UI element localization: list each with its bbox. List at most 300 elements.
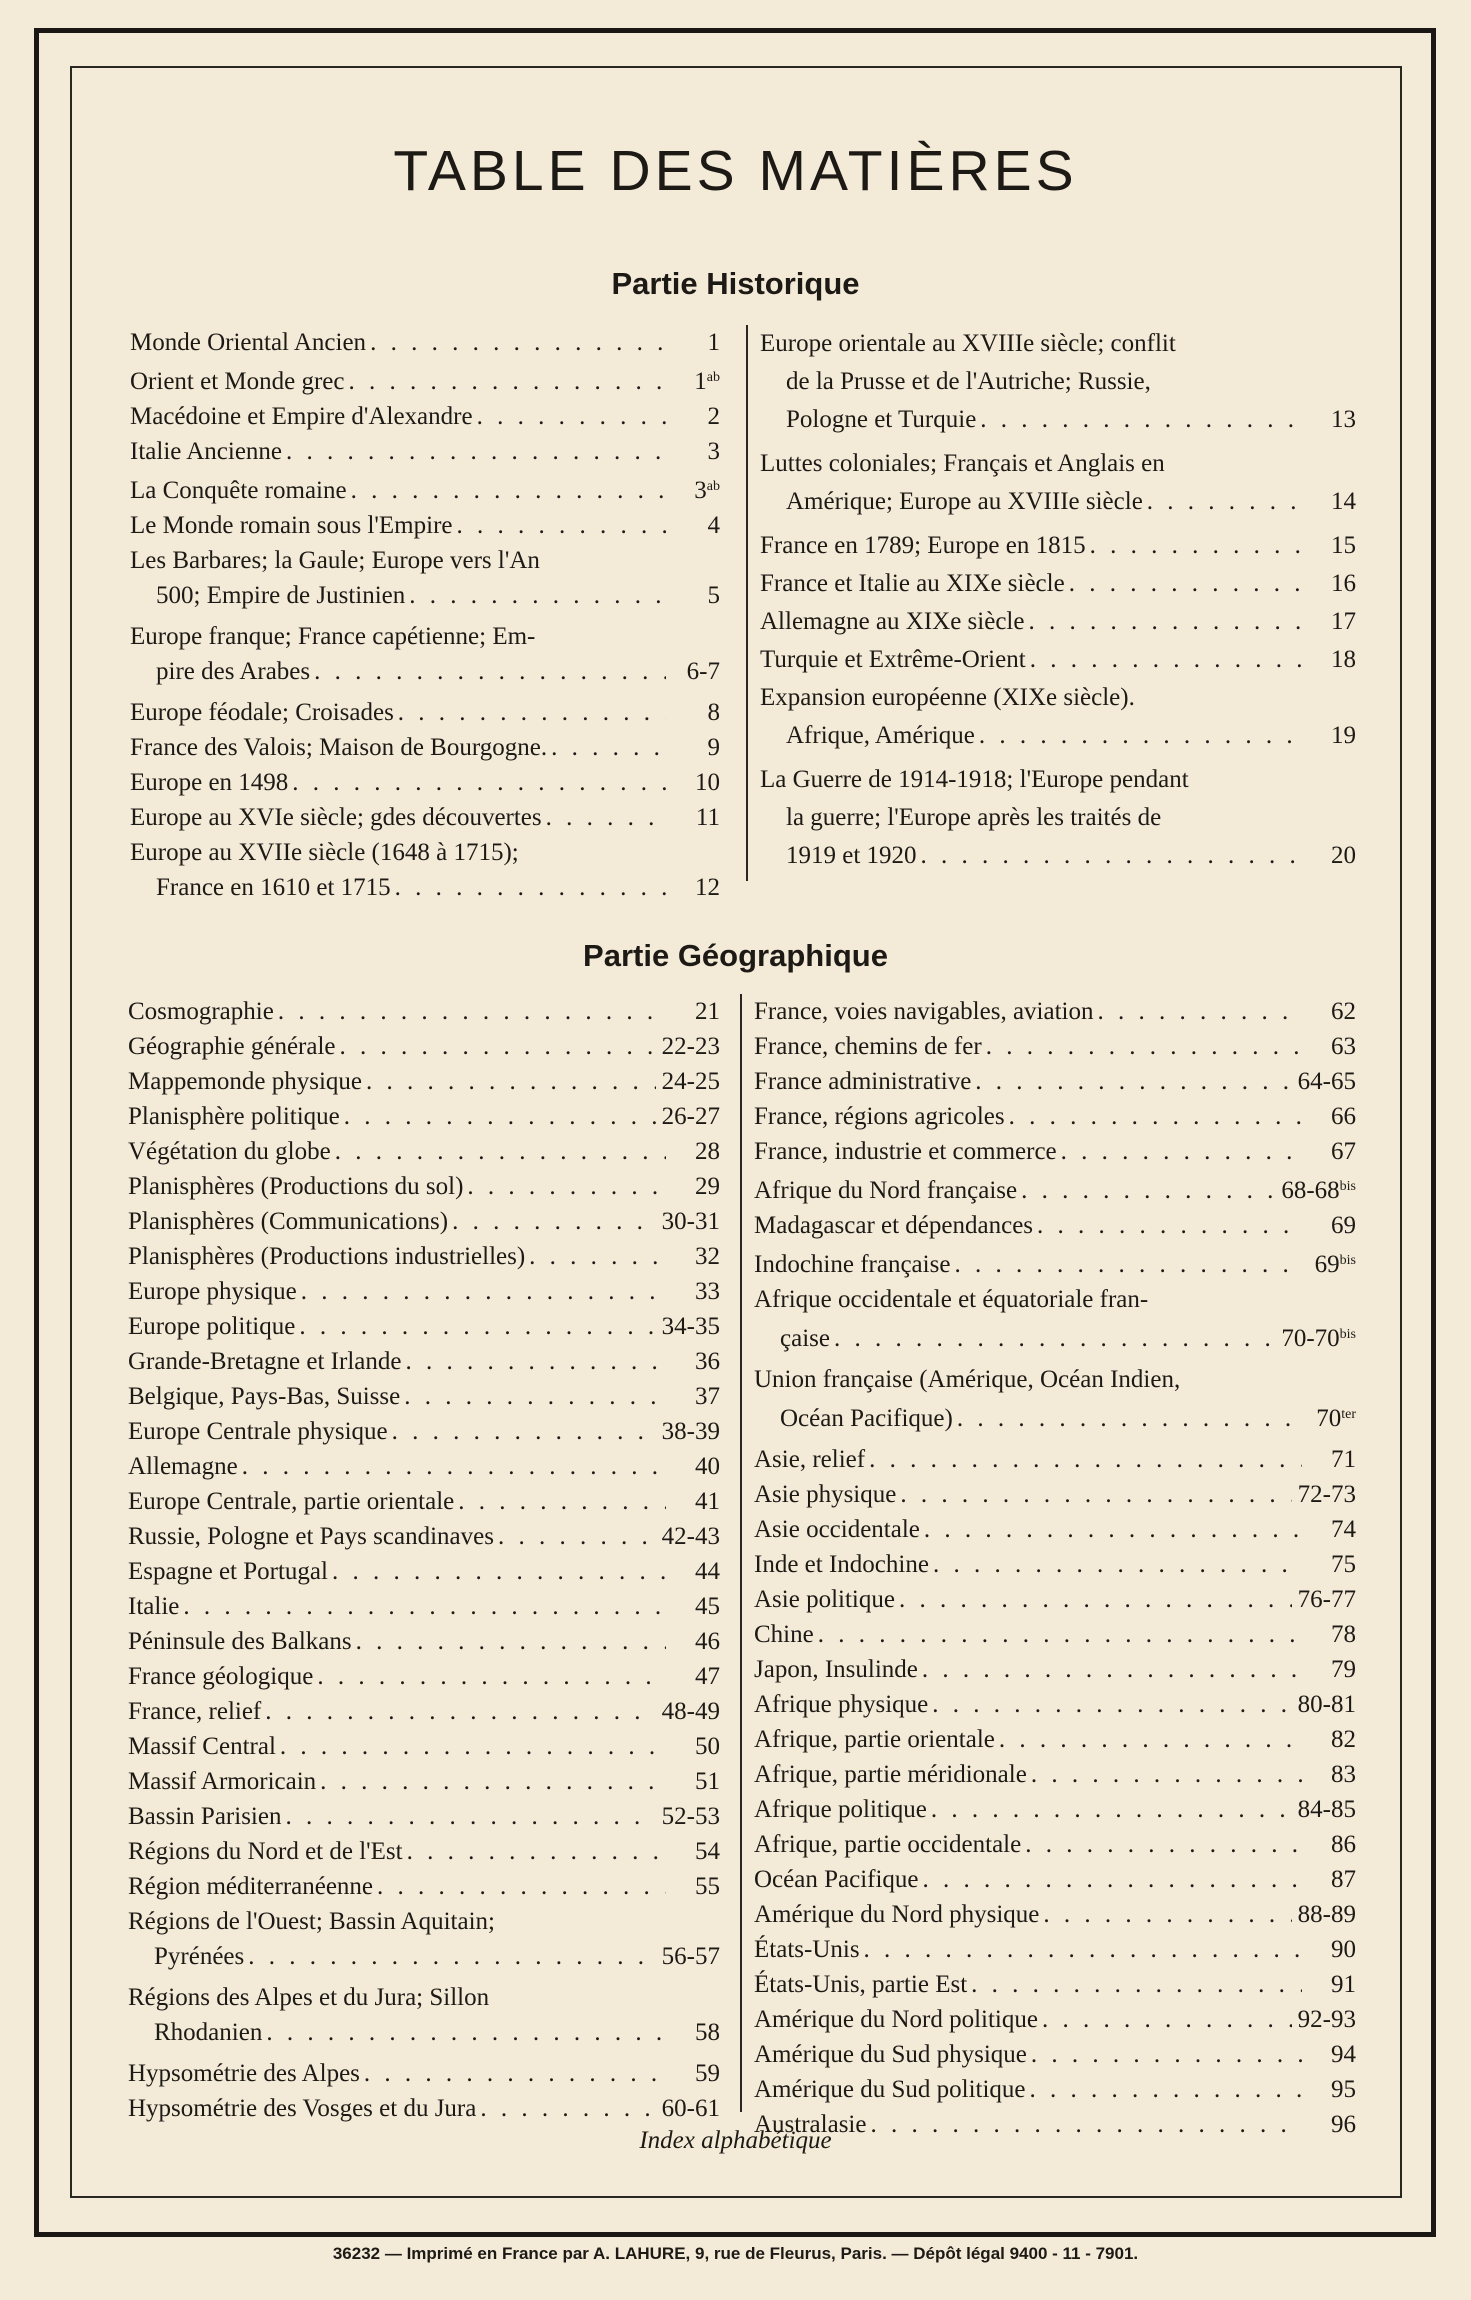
- dot-leader: [999, 1722, 1302, 1757]
- toc-entry-label: Massif Armoricain: [128, 1768, 317, 1795]
- page-number: 37: [695, 1383, 720, 1410]
- page-number: 83: [1331, 1761, 1356, 1788]
- dot-leader: [248, 1939, 655, 1974]
- page-number: 67: [1331, 1138, 1356, 1165]
- toc-entry-label: Rhodanien: [154, 2019, 263, 2046]
- toc-entry-page: [1308, 1208, 1356, 1243]
- toc-entry: [754, 994, 1356, 1029]
- toc-entry: [754, 1512, 1356, 1547]
- toc-entry: [128, 1869, 720, 1904]
- toc-entry-page: [1308, 1757, 1356, 1792]
- dot-leader: [332, 1554, 666, 1589]
- toc-entry: [760, 641, 1356, 679]
- toc-entry-page: [1298, 1687, 1356, 1722]
- dot-leader: [286, 434, 666, 469]
- toc-entry-label: pire des Arabes: [156, 658, 311, 685]
- toc-entry-label: Europe Centrale, partie orientale: [128, 1488, 455, 1515]
- dot-leader: [932, 1687, 1291, 1722]
- toc-entry-page: [662, 1799, 720, 1834]
- dot-leader: [366, 1064, 656, 1099]
- dot-leader: [1028, 603, 1302, 641]
- dot-leader: [398, 695, 666, 730]
- page-number: 60-61: [661, 2095, 720, 2122]
- dot-leader: [278, 994, 666, 1029]
- toc-entry-label: Inde et Indochine: [754, 1551, 929, 1578]
- page-number: 48-49: [661, 1698, 720, 1725]
- page-number: 9: [707, 734, 720, 761]
- toc-entry-label: France, voies navigables, aviation: [754, 998, 1094, 1025]
- page-number: 17: [1331, 608, 1356, 635]
- page-number: 33: [695, 1278, 720, 1305]
- toc-entry: [128, 1204, 720, 1239]
- toc-entry-page: [662, 1414, 720, 1449]
- dot-leader: [818, 1617, 1302, 1652]
- toc-entry-label: Grande-Bretagne et Irlande: [128, 1348, 402, 1375]
- toc-entry-label: Europe féodale; Croisades: [130, 699, 394, 726]
- toc-entry-label: Europe Centrale physique: [128, 1418, 388, 1445]
- toc-entry-line1: Union française (Amérique, Océan Indien,: [754, 1366, 1181, 1393]
- toc-entry-page: [662, 1064, 720, 1099]
- dot-leader: [1147, 483, 1302, 521]
- toc-entry: [128, 1029, 720, 1064]
- page-number: 64-65: [1297, 1068, 1356, 1095]
- geographique-right-column: [754, 994, 1356, 2142]
- dot-leader: [975, 1064, 1291, 1099]
- dot-leader: [183, 1589, 666, 1624]
- toc-entry: [760, 761, 1356, 875]
- dot-leader: [1042, 2002, 1292, 2037]
- page-number: 36: [695, 1348, 720, 1375]
- dot-leader: [864, 1932, 1302, 1967]
- column-divider: [746, 325, 748, 881]
- page-number-suffix: ab: [706, 479, 720, 494]
- toc-entry-label: Europe au XVIe siècle; gdes découvertes: [130, 804, 542, 831]
- dot-leader: [457, 508, 667, 543]
- toc-entry: [754, 1617, 1356, 1652]
- dot-leader: [349, 364, 666, 399]
- toc-entry-label: France administrative: [754, 1068, 972, 1095]
- dot-leader: [370, 325, 666, 360]
- toc-entry: [754, 1208, 1356, 1243]
- toc-entry: [130, 469, 720, 508]
- page-number: 51: [695, 1768, 720, 1795]
- toc-entry-page: [672, 654, 720, 689]
- toc-entry-page: [672, 399, 720, 434]
- page-number: 45: [695, 1593, 720, 1620]
- toc-entry-label: Europe en 1498: [130, 769, 289, 796]
- dot-leader: [467, 1169, 666, 1204]
- toc-entry-label: 1919 et 1920: [786, 842, 917, 869]
- toc-entry: [754, 1134, 1356, 1169]
- page-number: 94: [1331, 2041, 1356, 2068]
- toc-entry-label: Amérique; Europe au XVIIIe siècle: [786, 488, 1143, 515]
- toc-entry-label: Afrique, partie méridionale: [754, 1761, 1027, 1788]
- toc-entry-page: [672, 1239, 720, 1274]
- page-number: 11: [695, 804, 720, 831]
- page-number: 40: [695, 1453, 720, 1480]
- toc-entry-label: Europe politique: [128, 1313, 296, 1340]
- dot-leader: [409, 578, 666, 613]
- dot-leader: [899, 1582, 1292, 1617]
- page-number: 68-68: [1281, 1177, 1340, 1204]
- toc-entry: [128, 1764, 720, 1799]
- page-number: 3: [694, 477, 707, 504]
- dot-leader: [924, 1512, 1302, 1547]
- toc-entry-page: [1308, 483, 1356, 521]
- section-heading-geographique: Partie Géographique: [583, 938, 888, 973]
- page-number: 28: [695, 1138, 720, 1165]
- toc-entry-line1: Régions des Alpes et du Jura; Sillon: [128, 1984, 490, 2011]
- toc-entry: [760, 325, 1356, 439]
- page-number: 12: [695, 874, 720, 901]
- toc-entry-page: [672, 994, 720, 1029]
- toc-entry-page: [672, 469, 720, 508]
- toc-entry: [754, 1099, 1356, 1134]
- toc-entry-page: [1281, 1169, 1356, 1208]
- page-number: 22-23: [661, 1033, 720, 1060]
- toc-entry-line2: la guerre; l'Europe après les traités de: [786, 804, 1162, 831]
- dot-leader: [477, 399, 666, 434]
- toc-entry: [754, 1827, 1356, 1862]
- dot-leader: [301, 1274, 666, 1309]
- toc-entry-label: Japon, Insulinde: [754, 1656, 918, 1683]
- toc-entry: [128, 1659, 720, 1694]
- toc-entry: [128, 1624, 720, 1659]
- dot-leader: [957, 1401, 1302, 1436]
- toc-entry-page: [1308, 527, 1356, 565]
- toc-entry-page: [1308, 401, 1356, 439]
- page-number: 78: [1331, 1621, 1356, 1648]
- toc-entry: [128, 1309, 720, 1344]
- toc-entry-label: Amérique du Nord physique: [754, 1901, 1040, 1928]
- toc-entry-label: Planisphères (Productions industrielles): [128, 1243, 526, 1270]
- toc-entry: [128, 1239, 720, 1274]
- page-number: 18: [1331, 646, 1356, 673]
- toc-entry-label: Pyrénées: [154, 1943, 245, 1970]
- toc-entry-label: çaise: [780, 1325, 830, 1352]
- toc-entry: [128, 1449, 720, 1484]
- dot-leader: [1031, 1757, 1302, 1792]
- toc-entry-page: [662, 1694, 720, 1729]
- page-number: 90: [1331, 1936, 1356, 1963]
- dot-leader: [266, 2015, 666, 2050]
- toc-entry-line2: de la Prusse et de l'Autriche; Russie,: [786, 368, 1151, 395]
- toc-entry: [128, 1834, 720, 1869]
- toc-entry-label: Planisphères (Productions du sol): [128, 1173, 464, 1200]
- column-divider: [740, 994, 742, 2112]
- page-number: 5: [707, 582, 720, 609]
- toc-entry-label: Planisphère politique: [128, 1103, 340, 1130]
- toc-entry-label: Asie physique: [754, 1481, 897, 1508]
- toc-entry: [754, 1897, 1356, 1932]
- toc-entry-page: [672, 1484, 720, 1519]
- toc-entry-page: [1308, 1442, 1356, 1477]
- geographique-left-column: [128, 994, 720, 2126]
- dot-leader: [1030, 2072, 1303, 2107]
- toc-entry-label: France, régions agricoles: [754, 1103, 1005, 1130]
- toc-entry: [130, 835, 720, 905]
- toc-entry-page: [1298, 1792, 1356, 1827]
- dot-leader: [458, 1484, 666, 1519]
- toc-entry: [760, 679, 1356, 755]
- toc-entry: [754, 1687, 1356, 1722]
- toc-entry-page: [1308, 1827, 1356, 1862]
- toc-entry: [754, 2002, 1356, 2037]
- toc-entry-page: [1281, 1317, 1356, 1356]
- historique-right-column: [760, 325, 1356, 881]
- dot-leader: [292, 765, 666, 800]
- toc-entry-label: Cosmographie: [128, 998, 274, 1025]
- dot-leader: [335, 1134, 666, 1169]
- toc-entry: [754, 1169, 1356, 1208]
- toc-entry: [754, 1282, 1356, 1356]
- dot-leader: [377, 1869, 666, 1904]
- toc-entry-line1: Luttes coloniales; Français et Anglais en: [760, 450, 1165, 477]
- page-number-suffix: ab: [706, 370, 720, 385]
- dot-leader: [242, 1449, 666, 1484]
- toc-entry-label: France géologique: [128, 1663, 314, 1690]
- toc-entry-label: Macédoine et Empire d'Alexandre: [130, 403, 473, 430]
- toc-entry: [760, 603, 1356, 641]
- toc-entry-page: [1308, 1862, 1356, 1897]
- page-number: 62: [1331, 998, 1356, 1025]
- page-number: 3: [707, 438, 720, 465]
- toc-entry: [128, 1519, 720, 1554]
- toc-entry: [128, 2056, 720, 2091]
- toc-entry: [128, 1099, 720, 1134]
- dot-leader: [407, 1834, 666, 1869]
- toc-entry-label: Hypsométrie des Alpes: [128, 2060, 360, 2087]
- toc-entry-label: Océan Pacifique: [754, 1866, 919, 1893]
- dot-leader: [933, 1547, 1302, 1582]
- page-number: 13: [1331, 406, 1356, 433]
- page-number: 1: [707, 329, 720, 356]
- page-number: 75: [1331, 1551, 1356, 1578]
- toc-entry-page: [662, 1099, 720, 1134]
- toc-entry-page: [662, 1519, 720, 1554]
- dot-leader: [351, 473, 666, 508]
- toc-entry: [130, 619, 720, 689]
- toc-entry: [128, 994, 720, 1029]
- toc-entry-page: [1308, 603, 1356, 641]
- page-number: 26-27: [661, 1103, 720, 1130]
- toc-entry-line1: Europe franque; France capétienne; Em-: [130, 623, 536, 650]
- toc-entry-page: [662, 1939, 720, 1974]
- toc-entry-label: France en 1610 et 1715: [156, 874, 391, 901]
- toc-entry: [760, 565, 1356, 603]
- toc-entry-page: [662, 1309, 720, 1344]
- page-number: 91: [1331, 1971, 1356, 1998]
- toc-entry-label: Italie Ancienne: [130, 438, 283, 465]
- page-number: 86: [1331, 1831, 1356, 1858]
- page-number: 24-25: [661, 1068, 720, 1095]
- toc-entry: [130, 508, 720, 543]
- toc-entry-label: Monde Oriental Ancien: [130, 329, 367, 356]
- page-number: 69: [1331, 1212, 1356, 1239]
- toc-entry-label: Planisphères (Communications): [128, 1208, 449, 1235]
- toc-entry-label: Pologne et Turquie: [786, 406, 977, 433]
- page-number: 74: [1331, 1516, 1356, 1543]
- page-number: 4: [707, 512, 720, 539]
- toc-entry-label: États-Unis, partie Est: [754, 1971, 968, 1998]
- dot-leader: [405, 1344, 666, 1379]
- dot-leader: [285, 1799, 655, 1834]
- toc-entry-label: France, relief: [128, 1698, 262, 1725]
- index-line: Index alphabétique: [639, 2127, 832, 2154]
- page-number: 56-57: [661, 1943, 720, 1970]
- toc-entry-label: Belgique, Pays-Bas, Suisse: [128, 1383, 401, 1410]
- toc-entry-page: [672, 1764, 720, 1799]
- page-number: 34-35: [661, 1313, 720, 1340]
- dot-leader: [356, 1624, 666, 1659]
- toc-entry: [754, 2072, 1356, 2107]
- page-number: 16: [1331, 570, 1356, 597]
- toc-entry-label: France des Valois; Maison de Bourgogne.: [130, 734, 548, 761]
- section-heading-historique: Partie Historique: [611, 266, 860, 301]
- dot-leader: [392, 1414, 656, 1449]
- dot-leader: [546, 800, 666, 835]
- toc-entry: [128, 1064, 720, 1099]
- toc-entry: [128, 1694, 720, 1729]
- toc-entry-label: 500; Empire de Justinien: [156, 582, 406, 609]
- toc-entry-page: [672, 1134, 720, 1169]
- page-number: 55: [695, 1873, 720, 1900]
- dot-leader: [1043, 1897, 1291, 1932]
- dot-leader: [480, 2091, 655, 2126]
- toc-entry: [754, 1029, 1356, 1064]
- dot-leader: [1031, 2037, 1302, 2072]
- toc-entry-label: Amérique du Sud politique: [754, 2076, 1026, 2103]
- toc-entry-page: [672, 870, 720, 905]
- page-number: 47: [695, 1663, 720, 1690]
- toc-entry: [760, 527, 1356, 565]
- page-number: 19: [1331, 722, 1356, 749]
- dot-leader: [986, 1029, 1302, 1064]
- toc-entry: [754, 1243, 1356, 1282]
- toc-entry-label: France, industrie et commerce: [754, 1138, 1057, 1165]
- toc-entry: [754, 1722, 1356, 1757]
- page-number: 14: [1331, 488, 1356, 515]
- dot-leader: [834, 1321, 1275, 1356]
- toc-entry-page: [672, 1379, 720, 1414]
- toc-entry: [754, 1582, 1356, 1617]
- toc-entry-label: France, chemins de fer: [754, 1033, 982, 1060]
- toc-entry-label: Europe physique: [128, 1278, 297, 1305]
- dot-leader: [900, 1477, 1291, 1512]
- toc-entry-label: La Conquête romaine: [130, 477, 347, 504]
- toc-entry-label: Chine: [754, 1621, 814, 1648]
- toc-entry: [128, 1414, 720, 1449]
- toc-entry-page: [1308, 1243, 1356, 1282]
- page-number-suffix: bis: [1339, 1327, 1356, 1342]
- dot-leader: [344, 1099, 656, 1134]
- toc-entry-page: [672, 578, 720, 613]
- toc-entry-page: [1308, 1617, 1356, 1652]
- toc-entry-page: [1308, 1029, 1356, 1064]
- toc-entry-label: Afrique politique: [754, 1796, 927, 1823]
- toc-entry: [128, 1980, 720, 2050]
- toc-entry: [130, 543, 720, 613]
- toc-entry-label: Régions du Nord et de l'Est: [128, 1838, 403, 1865]
- toc-entry: [128, 1799, 720, 1834]
- page-number: 80-81: [1297, 1691, 1356, 1718]
- toc-entry-label: Amérique du Nord politique: [754, 2006, 1038, 2033]
- toc-entry-page: [1308, 1652, 1356, 1687]
- toc-entry-label: Madagascar et dépendances: [754, 1212, 1034, 1239]
- toc-entry-line1: Expansion européenne (XIXe siècle).: [760, 684, 1135, 711]
- toc-entry-line1: Europe orientale au XVIIIe siècle; conflit: [760, 330, 1176, 357]
- toc-entry-page: [1308, 2072, 1356, 2107]
- toc-entry-label: États-Unis: [754, 1936, 860, 1963]
- toc-entry: [128, 1379, 720, 1414]
- toc-entry-label: Afrique, partie orientale: [754, 1726, 995, 1753]
- toc-entry: [754, 1967, 1356, 2002]
- dot-leader: [1090, 527, 1302, 565]
- toc-entry: [128, 1169, 720, 1204]
- page-number: 87: [1331, 1866, 1356, 1893]
- toc-entry: [128, 2091, 720, 2126]
- toc-entry-page: [662, 2091, 720, 2126]
- toc-entry-page: [672, 1729, 720, 1764]
- toc-entry: [128, 1484, 720, 1519]
- dot-leader: [1030, 641, 1302, 679]
- page-number: 88-89: [1297, 1901, 1356, 1928]
- toc-entry-label: Végétation du globe: [128, 1138, 331, 1165]
- toc-entry-label: Espagne et Portugal: [128, 1558, 328, 1585]
- page-number: 76-77: [1297, 1586, 1356, 1613]
- toc-entry-page: [1308, 2037, 1356, 2072]
- toc-entry-label: Géographie générale: [128, 1033, 336, 1060]
- toc-entry-page: [672, 1834, 720, 1869]
- dot-leader: [980, 401, 1302, 439]
- dot-leader: [971, 1967, 1302, 2002]
- toc-entry: [754, 1792, 1356, 1827]
- page-number: 32: [695, 1243, 720, 1270]
- toc-entry-page: [672, 1869, 720, 1904]
- toc-entry-page: [1298, 1064, 1356, 1099]
- toc-entry-page: [672, 508, 720, 543]
- dot-leader: [364, 2056, 666, 2091]
- dot-leader: [280, 1729, 666, 1764]
- page-number: 72-73: [1297, 1481, 1356, 1508]
- dot-leader: [498, 1519, 656, 1554]
- toc-entry-page: [1308, 1397, 1356, 1436]
- toc-entry-page: [1308, 717, 1356, 755]
- dot-leader: [1025, 1827, 1302, 1862]
- page-number: 92-93: [1297, 2006, 1356, 2033]
- dot-leader: [921, 837, 1302, 875]
- page-number: 70-70: [1281, 1325, 1340, 1352]
- dot-leader: [954, 1247, 1302, 1282]
- dot-leader: [551, 730, 666, 765]
- dot-leader: [314, 654, 666, 689]
- toc-entry-label: Asie politique: [754, 1586, 895, 1613]
- page-number: 70: [1316, 1405, 1342, 1432]
- dot-leader: [1097, 994, 1302, 1029]
- toc-entry: [128, 1904, 720, 1974]
- dot-leader: [979, 717, 1302, 755]
- page-number: 79: [1331, 1656, 1356, 1683]
- toc-entry-page: [672, 695, 720, 730]
- toc-entry-page: [672, 325, 720, 360]
- toc-entry-label: Afrique du Nord française: [754, 1177, 1018, 1204]
- dot-leader: [395, 870, 666, 905]
- dot-leader: [404, 1379, 666, 1414]
- toc-entry-page: [1308, 1512, 1356, 1547]
- toc-entry-label: France et Italie au XIXe siècle: [760, 570, 1065, 597]
- toc-entry-label: Italie: [128, 1593, 180, 1620]
- page-number: 29: [695, 1173, 720, 1200]
